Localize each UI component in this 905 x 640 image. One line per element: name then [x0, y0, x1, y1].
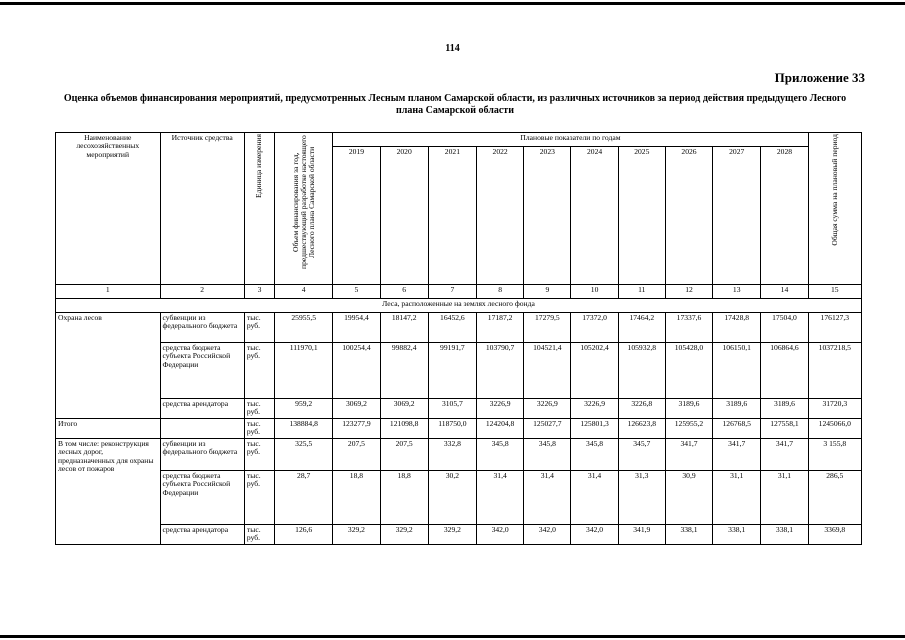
- source-cell: средства бюджета субъекта Российской Федерации: [160, 343, 244, 399]
- source-cell: средства арендатора: [160, 525, 244, 545]
- header-unit: Единица измерения: [254, 134, 264, 198]
- value-cell: 342,0: [524, 525, 571, 545]
- value-cell: 99882,4: [380, 343, 428, 399]
- value-cell: 329,2: [380, 525, 428, 545]
- value-cell: 18,8: [333, 471, 380, 525]
- value-cell: 125027,7: [524, 419, 571, 439]
- value-cell: 123277,9: [333, 419, 380, 439]
- value-cell: 959,2: [275, 399, 333, 419]
- header-year: 2024: [571, 147, 618, 285]
- column-number-row: [56, 285, 862, 299]
- value-cell: 126,6: [275, 525, 333, 545]
- column-number: 5: [333, 285, 380, 299]
- value-cell: 342,0: [571, 525, 618, 545]
- value-cell: 341,7: [761, 439, 808, 471]
- value-cell: 3226,9: [477, 399, 524, 419]
- unit-cell: тыс. руб.: [244, 471, 274, 525]
- table-row: [56, 471, 862, 525]
- header-year: 2025: [618, 147, 665, 285]
- value-cell: 207,5: [380, 439, 428, 471]
- column-number: 1: [56, 285, 161, 299]
- value-cell: 105932,8: [618, 343, 665, 399]
- value-cell: 103790,7: [477, 343, 524, 399]
- column-number: 13: [713, 285, 761, 299]
- value-cell: 31,1: [761, 471, 808, 525]
- source-cell: субвенции из федерального бюджета: [160, 439, 244, 471]
- data-rows: [56, 313, 862, 545]
- section-row: [56, 299, 862, 313]
- value-cell: 3189,6: [713, 399, 761, 419]
- value-cell: 3 155,8: [808, 439, 861, 471]
- value-cell: 3226,9: [524, 399, 571, 419]
- unit-cell: тыс. руб.: [244, 419, 274, 439]
- value-cell: 3226,9: [571, 399, 618, 419]
- unit-cell: тыс. руб.: [244, 439, 274, 471]
- column-number: 9: [524, 285, 571, 299]
- value-cell: 25955,5: [275, 313, 333, 343]
- value-cell: 106150,1: [713, 343, 761, 399]
- value-cell: 325,5: [275, 439, 333, 471]
- value-cell: 345,8: [524, 439, 571, 471]
- column-number: 11: [618, 285, 665, 299]
- column-number: 14: [761, 285, 808, 299]
- value-cell: 30,2: [428, 471, 476, 525]
- value-cell: 138884,8: [275, 419, 333, 439]
- value-cell: 3189,6: [761, 399, 808, 419]
- value-cell: 332,8: [428, 439, 476, 471]
- source-cell: средства арендатора: [160, 399, 244, 419]
- value-cell: 345,8: [477, 439, 524, 471]
- value-cell: 1245066,0: [808, 419, 861, 439]
- column-number: 4: [275, 285, 333, 299]
- document-title: Оценка объемов финансирования мероприятий, предусмотренных Лесным планом Самарской области, из различных источников за период действия предыдущего Лесного плана Самарской области: [63, 93, 847, 116]
- column-number: 7: [428, 285, 476, 299]
- header-year: 2019: [333, 147, 380, 285]
- header-year: 2026: [665, 147, 712, 285]
- unit-cell: тыс. руб.: [244, 399, 274, 419]
- value-cell: 17279,5: [524, 313, 571, 343]
- column-number: 3: [244, 285, 274, 299]
- value-cell: 17428,8: [713, 313, 761, 343]
- value-cell: 124204,8: [477, 419, 524, 439]
- header-year: 2021: [428, 147, 476, 285]
- value-cell: 3226,8: [618, 399, 665, 419]
- value-cell: 3069,2: [380, 399, 428, 419]
- value-cell: 338,1: [761, 525, 808, 545]
- value-cell: 207,5: [333, 439, 380, 471]
- unit-cell: тыс. руб.: [244, 525, 274, 545]
- appendix-label: Приложение 33: [774, 70, 865, 85]
- value-cell: 31,4: [477, 471, 524, 525]
- value-cell: 1037218,5: [808, 343, 861, 399]
- value-cell: 329,2: [428, 525, 476, 545]
- unit-cell: тыс. руб.: [244, 343, 274, 399]
- page-number: 114: [445, 43, 460, 54]
- value-cell: 16452,6: [428, 313, 476, 343]
- header-activity: Наименование лесохозяйственных мероприятий: [56, 133, 161, 285]
- value-cell: 100254,4: [333, 343, 380, 399]
- column-number: 6: [380, 285, 428, 299]
- header-year: 2027: [713, 147, 761, 285]
- value-cell: 118750,0: [428, 419, 476, 439]
- column-number: 8: [477, 285, 524, 299]
- value-cell: 286,5: [808, 471, 861, 525]
- value-cell: 17337,6: [665, 313, 712, 343]
- header-source: Источник средства: [160, 133, 244, 285]
- source-cell: средства бюджета субъекта Российской Федерации: [160, 471, 244, 525]
- column-number: 15: [808, 285, 861, 299]
- activity-cell: Охрана лесов: [56, 313, 161, 419]
- value-cell: 31,3: [618, 471, 665, 525]
- bottom-rule: [0, 635, 905, 638]
- value-cell: 111970,1: [275, 343, 333, 399]
- value-cell: 17504,0: [761, 313, 808, 343]
- table-row: [56, 439, 862, 471]
- value-cell: 176127,3: [808, 313, 861, 343]
- value-cell: 341,7: [713, 439, 761, 471]
- table-row: [56, 419, 862, 439]
- value-cell: 31,4: [571, 471, 618, 525]
- value-cell: 329,2: [333, 525, 380, 545]
- source-cell: субвенции из федерального бюджета: [160, 313, 244, 343]
- value-cell: 3189,6: [665, 399, 712, 419]
- value-cell: 342,0: [477, 525, 524, 545]
- table-row: [56, 399, 862, 419]
- top-rule: [0, 2, 905, 5]
- table-row: [56, 343, 862, 399]
- value-cell: 18,8: [380, 471, 428, 525]
- header-year: 2020: [380, 147, 428, 285]
- value-cell: 126768,5: [713, 419, 761, 439]
- value-cell: 338,1: [665, 525, 712, 545]
- value-cell: 31720,3: [808, 399, 861, 419]
- header-total-cell: [808, 133, 861, 285]
- column-number: 10: [571, 285, 618, 299]
- financing-table: [55, 132, 862, 545]
- value-cell: 125801,3: [571, 419, 618, 439]
- column-number: 2: [160, 285, 244, 299]
- value-cell: 341,7: [665, 439, 712, 471]
- value-cell: 3105,7: [428, 399, 476, 419]
- section-title: Леса, расположенные на землях лесного фонда: [56, 299, 862, 313]
- value-cell: 121098,8: [380, 419, 428, 439]
- value-cell: 31,1: [713, 471, 761, 525]
- value-cell: 99191,7: [428, 343, 476, 399]
- value-cell: 105428,0: [665, 343, 712, 399]
- value-cell: 105202,4: [571, 343, 618, 399]
- value-cell: 127558,1: [761, 419, 808, 439]
- value-cell: 345,8: [571, 439, 618, 471]
- header-prev-volume: Объем финансирования за год, предшествующий разработке настоящего Лесного плана Самарской области: [290, 135, 316, 269]
- value-cell: 106864,6: [761, 343, 808, 399]
- value-cell: 17187,2: [477, 313, 524, 343]
- unit-cell: тыс. руб.: [244, 313, 274, 343]
- column-number: 12: [665, 285, 712, 299]
- header-year: 2023: [524, 147, 571, 285]
- table-row: [56, 313, 862, 343]
- value-cell: 17372,0: [571, 313, 618, 343]
- table-row: [56, 525, 862, 545]
- value-cell: 338,1: [713, 525, 761, 545]
- value-cell: 341,9: [618, 525, 665, 545]
- source-cell: [160, 419, 244, 439]
- value-cell: 126623,8: [618, 419, 665, 439]
- value-cell: 28,7: [275, 471, 333, 525]
- value-cell: 3369,8: [808, 525, 861, 545]
- activity-cell: В том числе: реконструкция лесных дорог, предназначенных для охраны лесов от пожаров: [56, 439, 161, 545]
- header-unit-cell: [244, 133, 274, 285]
- value-cell: 104521,4: [524, 343, 571, 399]
- value-cell: 125955,2: [665, 419, 712, 439]
- value-cell: 30,9: [665, 471, 712, 525]
- header-planned: Плановые показатели по годам: [333, 133, 808, 147]
- value-cell: 19954,4: [333, 313, 380, 343]
- header-total: Общая сумма на плановый период: [829, 134, 839, 246]
- value-cell: 3069,2: [333, 399, 380, 419]
- value-cell: 18147,2: [380, 313, 428, 343]
- activity-cell: Итого: [56, 419, 161, 439]
- value-cell: 17464,2: [618, 313, 665, 343]
- header-prev-volume-cell: [275, 133, 333, 285]
- header-year: 2028: [761, 147, 808, 285]
- header-year: 2022: [477, 147, 524, 285]
- value-cell: 345,7: [618, 439, 665, 471]
- value-cell: 31,4: [524, 471, 571, 525]
